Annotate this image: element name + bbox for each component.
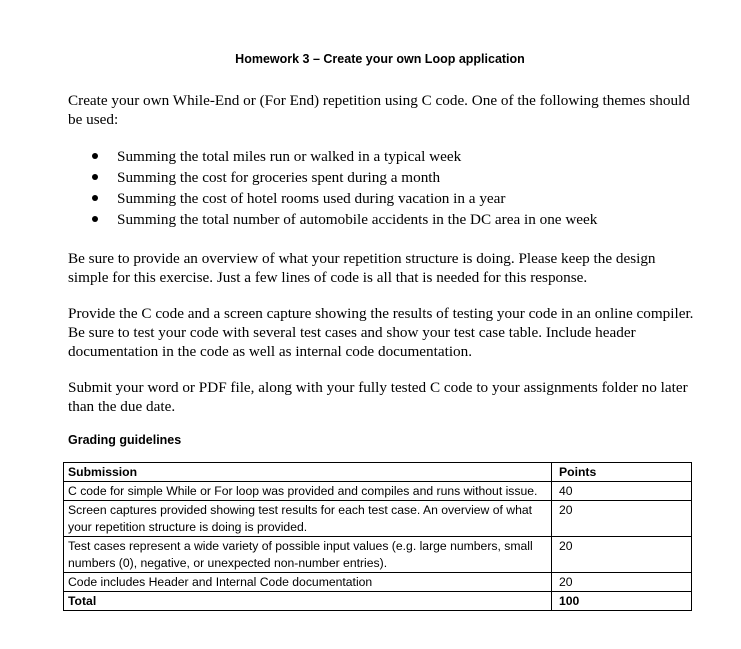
bullet-icon [92, 153, 98, 159]
total-points: 100 [552, 592, 692, 611]
theme-text: Summing the cost for groceries spent during a month [117, 169, 441, 186]
theme-item [90, 188, 597, 209]
points-cell: 20 [552, 573, 692, 592]
grading-heading: Grading guidelines [68, 433, 182, 447]
submission-cell: C code for simple While or For loop was provided and compiles and runs without issue. [64, 482, 552, 501]
theme-item [90, 146, 597, 167]
submission-cell: Code includes Header and Internal Code documentation [64, 573, 552, 592]
column-header-points: Points [552, 463, 692, 482]
bullet-icon [92, 195, 98, 201]
code-paragraph: Provide the C code and a screen capture showing the results of testing your code in an online compiler. Be sure to test your code with several test cases and show your test case table. Include header documentation in the code as well as internal code documentation. [68, 305, 694, 360]
bullet-icon [92, 216, 98, 222]
theme-item [90, 167, 597, 188]
intro-paragraph: Create your own While-End or (For End) repetition using C code. One of the following themes should be used: [68, 92, 690, 128]
theme-item [90, 209, 597, 230]
submission-cell: Test cases represent a wide variety of possible input values (e.g. large numbers, small numbers (0), negative, or unexpected non-number entries). [64, 537, 552, 573]
table-row [64, 482, 692, 501]
points-cell: 20 [552, 501, 692, 537]
themes-list [90, 146, 597, 230]
table-total-row [64, 592, 692, 611]
grading-table [63, 462, 692, 611]
submission-cell: Screen captures provided showing test results for each test case. An overview of what your repetition structure is doing is provided. [64, 501, 552, 537]
theme-text: Summing the cost of hotel rooms used during vacation in a year [117, 190, 506, 207]
document-title: Homework 3 – Create your own Loop application [235, 52, 525, 66]
overview-paragraph: Be sure to provide an overview of what your repetition structure is doing. Please keep the design simple for this exercise. Just a few lines of code is all that is needed for this response. [68, 250, 656, 286]
bullet-icon [92, 174, 98, 180]
table-row [64, 573, 692, 592]
theme-text: Summing the total number of automobile accidents in the DC area in one week [117, 211, 598, 228]
table-row [64, 501, 692, 537]
points-cell: 40 [552, 482, 692, 501]
theme-text: Summing the total miles run or walked in a typical week [117, 148, 462, 165]
table-header-row [64, 463, 692, 482]
points-cell: 20 [552, 537, 692, 573]
submit-paragraph: Submit your word or PDF file, along with your fully tested C code to your assignments folder no later than the due date. [68, 379, 688, 415]
table-row [64, 537, 692, 573]
column-header-submission: Submission [64, 463, 552, 482]
total-label: Total [64, 592, 552, 611]
